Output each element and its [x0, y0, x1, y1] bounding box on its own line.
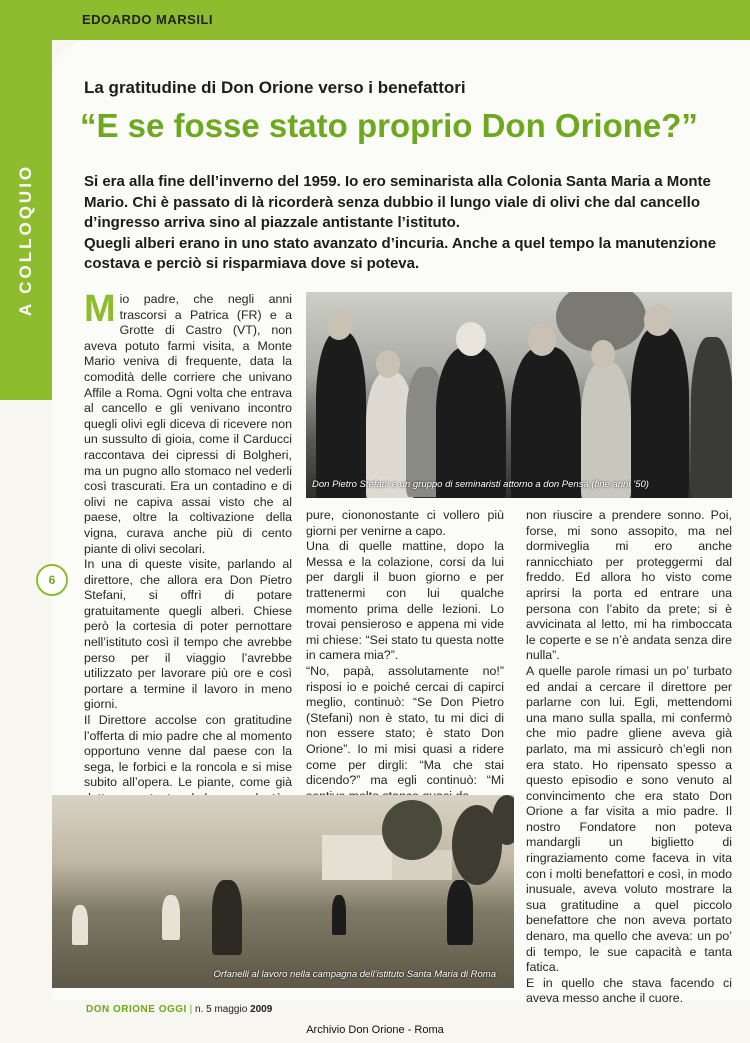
- person-head: [528, 324, 556, 356]
- person-head: [326, 310, 352, 340]
- archive-credit: Archivio Don Orione - Roma: [306, 1024, 444, 1036]
- text-column-3: [526, 508, 732, 1007]
- article-headline: “E se fosse stato proprio Don Orione?”: [80, 107, 698, 144]
- person-figure: [162, 895, 180, 940]
- person-head: [456, 322, 486, 356]
- tree: [382, 800, 442, 860]
- text-column-1: [84, 288, 292, 807]
- photo-caption: Orfanelli al lavoro nella campagna dell’istituto Santa Maria di Roma: [213, 969, 496, 980]
- body-paragraph: E in quello che stava facendo ci aveva messo anche il cuore.: [526, 975, 732, 1006]
- body-paragraph: Il Direttore accolse con gratitudine l’offerta di mio padre che al momento opportuno venne dal paese con la sega, le forbici e la roncola e si mise subito all’opera. Le piante, come già: [84, 713, 292, 790]
- section-label: A COLLOQUIO: [16, 163, 35, 317]
- person-figure: [447, 880, 473, 945]
- body-paragraph: “No, papà, assolutamente no!” risposi io e poiché cercai di capirci meglio, continuò: “Se Don Pietro (Stefani) non è stato, tu mi dici di non essere stato; è stato Don Orione”. Io mi misi quasi a ridere come per dirgli: “Ma che stai dicendo?” ma egli continuò: “Mi: [306, 663, 504, 788]
- text-column-2: [306, 508, 504, 804]
- author-name: EDOARDO MARSILI: [82, 12, 213, 27]
- person-figure: [691, 337, 732, 498]
- group-photo: [306, 292, 732, 498]
- body-paragraph: In una di queste visite, parlando al direttore, che allora era Don Pietro Stefani, si offrì di potare gratuitamente quegli alberi. Chiese però la cortesia di poter pernottare nell’istituto così il tempo che avrebbe perso per il viaggio l’avrebbe utilizzato per lavorare più ore e così portare a termine il lavoro in meno giorni.: [84, 557, 292, 712]
- person-figure: [72, 905, 88, 945]
- lead-paragraph: Quegli alberi erano in uno stato avanzato d’incuria. Anche a quel tempo la manutenzione costava e perciò si risparmiava dove si poteva.: [84, 234, 717, 272]
- person-head: [591, 340, 615, 368]
- lead-paragraph: Si era alla fine dell’inverno del 1959. Io ero seminarista alla Colonia Santa Maria a Monte Mario. Chi è passato di là ricorderà senza dubbio il lungo viale di olivi che dal cancello d’ingresso arriva sino al piazzale antistante l’istituto.: [84, 173, 711, 231]
- person-figure: [212, 880, 242, 955]
- person-figure: [332, 895, 346, 935]
- issue-label: n. 5 maggio: [195, 1004, 248, 1015]
- person-figure: [316, 332, 366, 498]
- article-lead: [84, 172, 724, 275]
- person-figure: [436, 347, 506, 498]
- photo-caption: Don Pietro Stefani e un gruppo di seminaristi attorno a don Pensa (fine anni ’50): [312, 479, 649, 490]
- body-paragraph: Mio padre, che negli anni trascorsi a Patrica (FR) e a Grotte di Castro (VT), non aveva potuto farmi visita, a Monte Mario veniva di frequente, data la comodità delle corriere che univano Affile a Roma. Ogni volta che entrava al cancello e gli venivano incontro quegli olivi egli diceva di ricevere non un sussulto di gioia, come il Carducci raccontava dei cipressi di Bolgheri, ma un pugno allo stomaco nel vederli così trascurati. Era un contadino e di olivi ne capiva assai visto che al paese, oltre la coltivazione della vigna, curava anche più di cento piante di olivi secolari.: [84, 288, 292, 556]
- footer: [86, 1004, 272, 1015]
- field-photo: [52, 795, 514, 988]
- page-number: 6: [36, 564, 68, 596]
- person-head: [644, 304, 672, 336]
- body-paragraph: Una di quelle mattine, dopo la Messa e la colazione, corsi da lui per dargli il buon giorno e per trattenermi con lui qualche momento prima delle lezioni. Lo trovai pensieroso e appena mi vide mi chiese: “Sei stato tu questa notte in camera mia?”.: [306, 539, 504, 663]
- issue-year: 2009: [250, 1004, 273, 1015]
- person-head: [376, 350, 400, 378]
- footer-separator: |: [189, 1004, 193, 1015]
- body-paragraph: non riuscire a prendere sonno. Poi, forse, mi sono assopito, ma nel dormiveglia mi ero anche rannicchiato per proteggermi dal freddo. Ed allora ho visto come aprirsi la porta ed entrare una persona con l’abito da prete; si è avvicinata al letto, mi ha rimboccata le coperte e se n’è andata senza dire nulla”.: [526, 508, 732, 663]
- magazine-name: DON ORIONE OGGI: [86, 1004, 187, 1015]
- article-kicker: La gratitudine di Don Orione verso i benefattori: [84, 78, 466, 97]
- body-paragraph: pure, ciononostante ci vollero più giorni per venirne a capo.: [306, 508, 504, 538]
- drop-cap: M: [84, 288, 116, 330]
- body-paragraph: A quelle parole rimasi un po’ turbato ed andai a cercare il direttore per parlarne con lui. Egli, mettendomi una mano sulla spalla, mi confermò che mio padre gliene aveva già parlato, ma mi assicurò ch’egli non era stato. Ho ripensato spesso a questo episodio e sono venuto al convincimento che era stato Don Orione a far visita a mio padre. Il nostro Fondatore non poteva mandargli un biglietto di ringraziamento come faceva in vita con i molti benefattori e così, in modo inusuale, aveva voluto mostrare la sua gratitudine a quel piccolo benefattore che non aveva portato denaro, ma quello che aveva: un po’ di tempo, le sue capacità e tanta fatica.: [526, 663, 732, 975]
- person-figure: [511, 347, 581, 498]
- person-figure: [631, 327, 689, 498]
- person-figure: [581, 362, 631, 498]
- tree: [492, 795, 514, 845]
